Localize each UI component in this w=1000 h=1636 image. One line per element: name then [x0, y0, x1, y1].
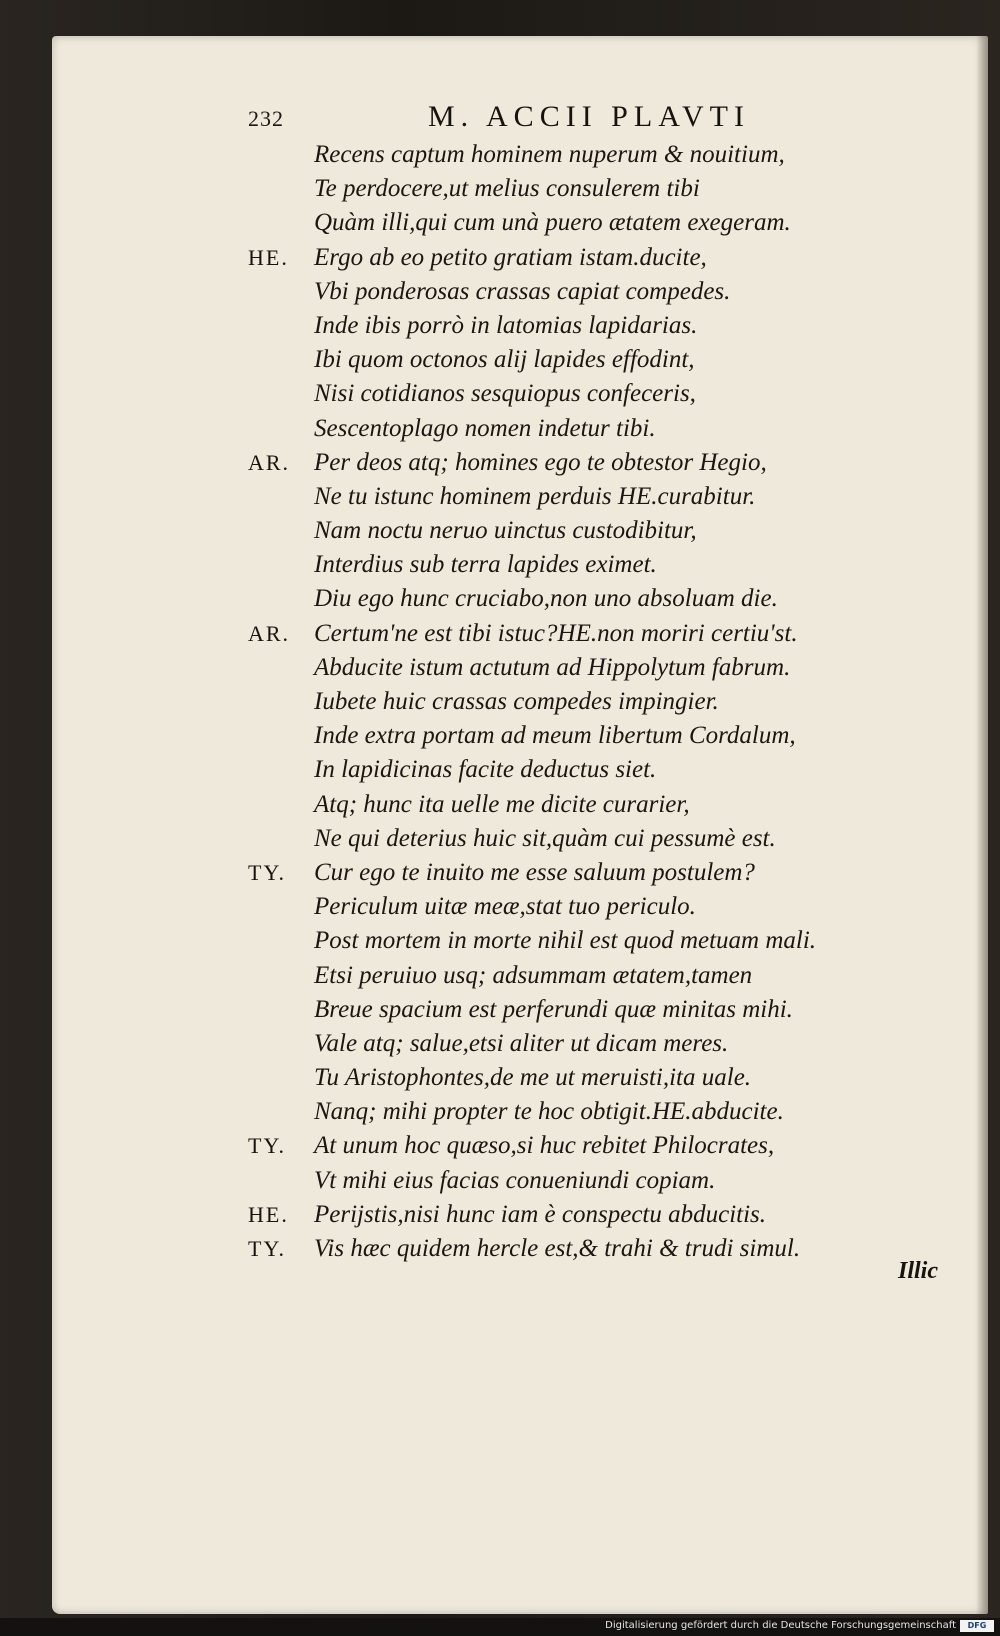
verse-line — [248, 548, 948, 582]
verse-text: Ne qui deterius huic sit,quàm cui pessumè est. — [314, 824, 776, 852]
page-number: 232 — [248, 106, 284, 131]
verse-text: Vis hæc quidem hercle est,& trahi & trudi simul. — [314, 1235, 801, 1262]
speaker-label: TY. — [248, 1236, 286, 1261]
verse-line — [248, 377, 948, 411]
speaker-label: AR. — [248, 449, 291, 475]
verse-line — [248, 1061, 948, 1095]
digitization-credit: Digitalisierung gefördert durch die Deutsche Forschungsgemeinschaft — [605, 1620, 956, 1631]
verse-line — [248, 924, 948, 958]
verse-text: Ergo ab eo petito gratiam istam.ducite, — [314, 243, 707, 271]
verse-line — [248, 822, 948, 856]
verse-text: Atq; hunc ita uelle me dicite curarier, — [314, 790, 690, 818]
verse-text: Tu Aristophontes,de me ut meruisti,ita uale. — [314, 1064, 752, 1092]
verse-line — [248, 138, 948, 172]
verse-text: Te perdocere,ut melius consulerem tibi — [314, 175, 700, 203]
verse-line — [248, 753, 948, 787]
verse-text: Sescentoplago nomen indetur tibi. — [314, 414, 656, 442]
page-edge-shadow — [976, 36, 988, 1614]
verse-text: Interdius sub terra lapides eximet. — [314, 551, 657, 579]
verse-line — [248, 412, 948, 446]
verse-line — [248, 241, 948, 275]
running-head — [248, 100, 948, 140]
verse-text: Diu ego hunc cruciabo,non uno absoluam die. — [314, 585, 778, 613]
verse-text: Iubete huic crassas compedes impingier. — [314, 688, 719, 715]
dfg-logo: DFG — [960, 1620, 994, 1632]
verse-line — [248, 719, 948, 753]
verse-line — [248, 1129, 948, 1163]
verse-text: Nanq; mihi propter te hoc obtigit.HE.abducite. — [314, 1098, 784, 1126]
verse-line — [248, 890, 948, 924]
verse-text: Nam noctu neruo uinctus custodibitur, — [314, 517, 697, 545]
verse-line — [248, 788, 948, 822]
verse-line — [248, 856, 948, 890]
verse-text: Cur ego te inuito me esse saluum postulem? — [314, 858, 755, 886]
verse-line — [248, 1095, 948, 1129]
verse-text: Perijstis,nisi hunc iam è conspectu abducitis. — [314, 1200, 767, 1228]
verse-text: Inde extra portam ad meum libertum Cordalum, — [314, 722, 796, 750]
verse-text: Breue spacium est perferundi quæ minitas mihi. — [314, 995, 793, 1023]
verse-block — [248, 138, 948, 1266]
verse-line — [248, 206, 948, 240]
verse-text: Per deos atq; homines ego te obtestor Hegio, — [314, 448, 767, 476]
verse-text: Vt mihi eius facias conueniundi copiam. — [314, 1166, 716, 1194]
verse-line — [248, 446, 948, 480]
verse-line — [248, 343, 948, 377]
speaker-label: HE. — [248, 1201, 289, 1227]
verse-line — [248, 993, 948, 1027]
verse-line — [248, 1027, 948, 1061]
verse-line — [248, 651, 948, 685]
verse-line — [248, 1198, 948, 1232]
verse-line — [248, 582, 948, 616]
verse-text: Ne tu istunc hominem perduis HE.curabitur. — [314, 482, 756, 510]
speaker-label: AR. — [248, 620, 291, 646]
page-title: M. ACCII PLAVTI — [428, 100, 750, 133]
verse-line — [248, 685, 948, 719]
verse-line — [248, 275, 948, 309]
verse-line — [248, 1164, 948, 1198]
verse-line — [248, 172, 948, 206]
verse-line — [248, 480, 948, 514]
verse-line — [248, 959, 948, 993]
verse-text: In lapidicinas facite deductus siet. — [314, 756, 657, 784]
verse-line — [248, 1232, 948, 1266]
verse-line — [248, 514, 948, 548]
verse-text: Nisi cotidianos sesquiopus confeceris, — [314, 380, 696, 408]
verse-text: Inde ibis porrò in latomias lapidarias. — [314, 311, 698, 339]
speaker-label: TY. — [248, 1133, 286, 1159]
verse-line — [248, 617, 948, 651]
catchword: Illic — [898, 1258, 938, 1284]
verse-text: Recens captum hominem nuperum & nouitium, — [314, 141, 785, 168]
verse-text: Vale atq; salue,etsi aliter ut dicam meres. — [314, 1029, 729, 1057]
verse-text: Quàm illi,qui cum unà puero ætatem exegeram. — [314, 209, 791, 237]
verse-text: Post mortem in morte nihil est quod metuam mali. — [314, 927, 817, 955]
verse-text: Ibi quom octonos alij lapides effodint, — [314, 346, 695, 374]
verse-text: Vbi ponderosas crassas capiat compedes. — [314, 277, 731, 305]
speaker-label: TY. — [248, 859, 286, 885]
verse-text: Periculum uitæ meæ,stat tuo periculo. — [314, 893, 696, 921]
verse-text: Etsi peruiuo usq; adsummam ætatem,tamen — [314, 961, 753, 989]
verse-text: Certum'ne est tibi istuc?HE.non moriri certiu'st. — [314, 619, 798, 647]
verse-text: At unum hoc quæso,si huc rebitet Philocrates, — [314, 1132, 775, 1160]
verse-line — [248, 309, 948, 343]
speaker-label: HE. — [248, 244, 289, 270]
verse-text: Abducite istum actutum ad Hippolytum fabrum. — [314, 653, 791, 681]
